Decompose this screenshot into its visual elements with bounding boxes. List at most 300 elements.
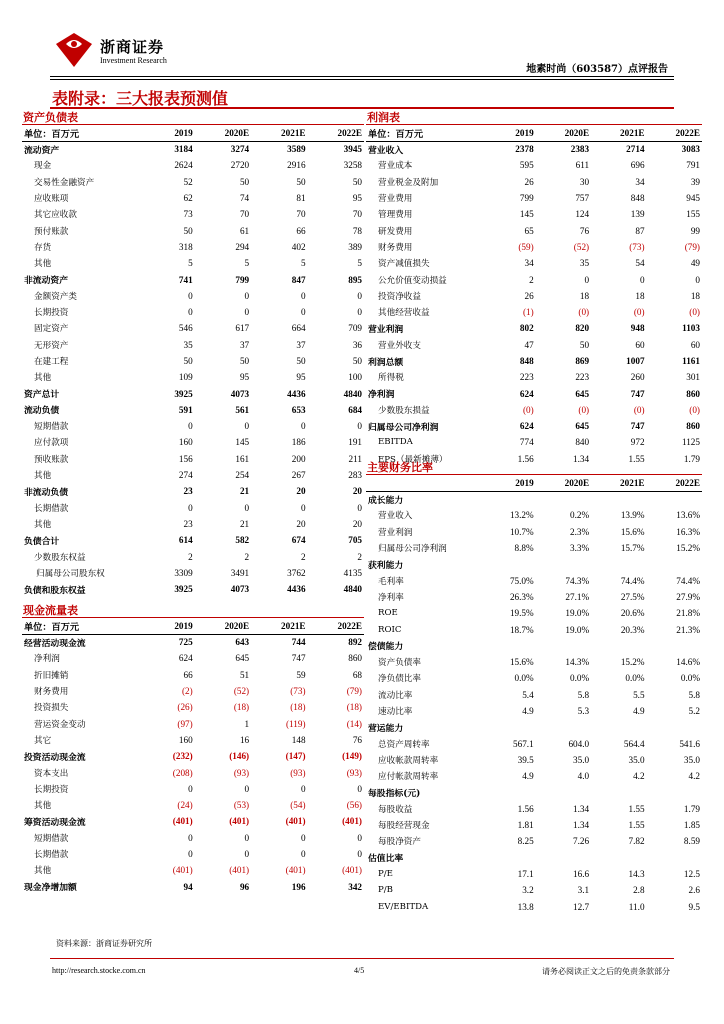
row-label: 归属母公司净利润 xyxy=(368,422,439,433)
cell-value: 160 xyxy=(178,437,193,448)
row-label: ROE xyxy=(378,608,398,619)
table-row xyxy=(366,866,702,882)
cell-value: 5.5 xyxy=(633,689,645,700)
cell-value: (401) xyxy=(172,865,193,876)
cell-value: 591 xyxy=(178,404,193,415)
row-label: 其他 xyxy=(34,519,52,530)
cell-value: 869 xyxy=(575,356,590,366)
cell-value: (93) xyxy=(346,767,362,778)
cell-value: 19.0% xyxy=(565,608,590,619)
cell-value: 15.2% xyxy=(676,543,700,554)
row-label: 每股经营现金 xyxy=(378,821,430,832)
cell-value: 9.5 xyxy=(688,901,700,912)
cell-value: 17.1 xyxy=(517,868,534,879)
cell-value: 1.85 xyxy=(683,820,700,831)
cell-value: (0) xyxy=(689,307,700,318)
table-row xyxy=(366,605,702,621)
cell-value: 54 xyxy=(635,258,645,269)
cell-value: 66 xyxy=(183,669,193,680)
cell-value: (401) xyxy=(342,816,362,827)
cell-value: 50 xyxy=(296,176,306,187)
row-label: 在建工程 xyxy=(34,357,69,367)
table-row xyxy=(366,141,702,157)
cell-value: 0 xyxy=(188,502,193,513)
cell-value: 2.3% xyxy=(569,526,590,537)
table-row xyxy=(366,850,702,866)
row-label: 资产总计 xyxy=(24,390,60,401)
cell-value: 13.8 xyxy=(517,901,534,912)
year-header: 2021E xyxy=(251,125,307,141)
table-row xyxy=(22,157,364,173)
cell-value: 15.6% xyxy=(509,657,534,668)
cell-value: 50 xyxy=(183,356,193,366)
row-label: P/E xyxy=(378,868,393,879)
table-row xyxy=(22,699,364,715)
row-label: 现金 xyxy=(34,161,52,172)
row-label: 每股指标(元) xyxy=(368,788,421,799)
cell-value: (73) xyxy=(629,241,645,252)
row-label: 其他 xyxy=(34,801,52,812)
table-row xyxy=(366,288,702,304)
cell-value: 148 xyxy=(291,734,306,745)
cell-value xyxy=(536,491,591,507)
table-row xyxy=(22,862,364,878)
row-label: ROIC xyxy=(378,624,402,635)
table-row xyxy=(366,271,702,287)
cell-value: 27.1% xyxy=(565,591,590,602)
cell-value xyxy=(480,556,535,572)
cell-value: 1.79 xyxy=(683,803,700,814)
cell-value: 223 xyxy=(519,372,534,383)
cell-value: 614 xyxy=(178,535,193,546)
cell-value: 4073 xyxy=(230,584,250,595)
table-row xyxy=(366,556,702,572)
row-label: 其它 xyxy=(34,735,52,746)
cell-value: 16 xyxy=(239,734,250,745)
cell-value: 402 xyxy=(291,241,306,252)
cell-value: 37 xyxy=(296,339,306,350)
cell-value: 70 xyxy=(296,209,306,220)
cell-value: 99 xyxy=(690,225,700,236)
cell-value: 0.0% xyxy=(514,673,534,684)
cell-value: 47 xyxy=(524,339,534,350)
cell-value: 100 xyxy=(348,372,362,383)
year-header: 2020E xyxy=(536,125,591,141)
cell-value: 705 xyxy=(348,535,362,546)
cell-value: 15.6% xyxy=(620,526,645,537)
table-row xyxy=(22,715,364,731)
unit-header: 单位：百万元 xyxy=(22,618,138,634)
cell-value: 27.5% xyxy=(620,591,645,602)
cell-value: 73 xyxy=(183,209,193,220)
cell-value: 0 xyxy=(300,502,306,513)
cell-value: 59 xyxy=(296,669,306,680)
year-header: 2022E xyxy=(308,125,364,141)
cell-value: 0 xyxy=(300,421,306,432)
year-header: 2022E xyxy=(647,125,702,141)
cell-value: 13.9% xyxy=(620,510,645,521)
cell-value: 34 xyxy=(635,176,645,187)
cell-value: 211 xyxy=(348,453,362,464)
table-row xyxy=(366,255,702,271)
cell-value: 223 xyxy=(575,372,590,383)
cell-value: 0.2% xyxy=(569,510,590,521)
cell-value: 582 xyxy=(235,535,250,546)
cell-value: 74 xyxy=(239,193,250,204)
cell-value: 3925 xyxy=(174,584,193,595)
row-label: EV/EBITDA xyxy=(378,901,429,912)
cell-value: 3083 xyxy=(681,144,700,155)
cell-value: 0 xyxy=(300,849,306,859)
row-label: 非流动资产 xyxy=(24,276,68,287)
cell-value: (401) xyxy=(172,816,193,827)
cell-value: 860 xyxy=(686,388,700,399)
table-row xyxy=(366,833,702,849)
cell-value: 139 xyxy=(630,209,645,220)
cell-value: 0 xyxy=(357,421,362,432)
cell-value: 21.3% xyxy=(676,624,700,635)
cell-value: 1.34 xyxy=(573,453,590,464)
cell-value: 155 xyxy=(686,209,700,220)
cell-value: 65 xyxy=(524,225,534,236)
cell-value: 4135 xyxy=(343,567,362,578)
row-label: 营业收入 xyxy=(368,145,404,156)
brand-name-en: Investment Research xyxy=(100,56,167,65)
cell-value: 0 xyxy=(695,274,700,285)
cell-value: 95 xyxy=(239,372,250,383)
cell-value: 301 xyxy=(686,372,700,383)
cell-value: 18 xyxy=(690,290,700,301)
row-label: 流动负债 xyxy=(24,406,60,417)
cell-value: 260 xyxy=(630,372,645,383)
row-label: 营业利润 xyxy=(368,324,404,335)
cell-value: 196 xyxy=(291,881,306,892)
cell-value: 624 xyxy=(178,653,193,664)
cell-value: (0) xyxy=(578,307,590,318)
table-row xyxy=(366,239,702,255)
row-label: 净利率 xyxy=(378,592,404,603)
cell-value: 2624 xyxy=(174,160,193,171)
cell-value: 5.8 xyxy=(688,689,700,700)
cell-value xyxy=(647,850,702,866)
table-row xyxy=(22,255,364,271)
cell-value: 30 xyxy=(579,176,590,187)
cell-value: 50 xyxy=(183,225,193,236)
cell-value: 10.7% xyxy=(509,526,534,537)
table-row xyxy=(366,735,702,751)
section-title: 利润表 xyxy=(366,111,702,125)
cell-value: 95 xyxy=(352,193,362,204)
cell-value: 4073 xyxy=(230,388,250,399)
cell-value: 1.34 xyxy=(573,820,590,831)
cell-value: 2.8 xyxy=(633,885,645,896)
unit-header: 单位：百万元 xyxy=(366,125,480,141)
cell-value: 2 xyxy=(244,551,250,562)
cell-value: 1.56 xyxy=(517,453,534,464)
table-row xyxy=(22,288,364,304)
cell-value: 96 xyxy=(239,881,250,892)
cell-value: 0 xyxy=(244,849,250,859)
cell-value: 8.8% xyxy=(514,543,534,554)
table-row xyxy=(22,813,364,829)
cell-value: 617 xyxy=(235,323,250,334)
cell-value xyxy=(480,784,535,800)
cell-value: 2.6 xyxy=(688,885,700,896)
cell-value: 645 xyxy=(575,388,590,399)
cell-value: 95 xyxy=(296,372,306,383)
table-row xyxy=(366,524,702,540)
cell-value: (59) xyxy=(518,241,534,252)
cell-value: 50 xyxy=(239,356,250,366)
cell-value: 4.9 xyxy=(522,706,534,716)
cell-value: (401) xyxy=(285,865,306,876)
cell-value: 50 xyxy=(239,176,250,187)
table-header-row xyxy=(366,125,702,141)
row-label: 偿债能力 xyxy=(368,642,404,653)
table-row xyxy=(22,581,364,597)
cell-value: 1103 xyxy=(682,323,700,334)
row-label: 净利润 xyxy=(368,390,395,401)
cell-value: 3.2 xyxy=(522,885,534,896)
cell-value: 567.1 xyxy=(513,738,534,749)
cell-value: 34 xyxy=(524,258,534,269)
row-label: 短期借款 xyxy=(34,833,69,844)
row-label: 净负债比率 xyxy=(378,674,421,685)
row-label: 财务费用 xyxy=(34,687,69,698)
cell-value: 4.2 xyxy=(688,771,700,782)
cell-value: (18) xyxy=(346,702,362,713)
cell-value: (0) xyxy=(633,404,645,415)
cell-value: 747 xyxy=(630,388,645,399)
cell-value: 4840 xyxy=(343,388,362,399)
row-label: 应付帐款周转率 xyxy=(378,772,439,783)
cell-value: 200 xyxy=(291,453,306,464)
cell-value xyxy=(591,638,646,654)
cell-value xyxy=(591,850,646,866)
year-header: 2019 xyxy=(138,125,194,141)
cell-value: 35 xyxy=(183,339,193,350)
section-title: 资产负债表 xyxy=(22,111,364,125)
cell-value: 1007 xyxy=(626,356,645,366)
cell-value: 847 xyxy=(291,274,306,285)
cell-value: 15.7% xyxy=(620,543,645,554)
table-row xyxy=(366,337,702,353)
row-label: 长期投资 xyxy=(34,784,69,795)
cell-value: 0 xyxy=(357,849,362,859)
table-row xyxy=(366,817,702,833)
table-row xyxy=(366,402,702,418)
footer-link[interactable]: http://research.stocke.com.cn xyxy=(52,966,146,975)
cell-value: 0 xyxy=(244,290,250,301)
table-row xyxy=(366,304,702,320)
table-row xyxy=(366,703,702,719)
cell-value: 1.55 xyxy=(628,803,645,814)
year-header: 2021E xyxy=(591,125,646,141)
table-row xyxy=(22,667,364,683)
table-row xyxy=(22,830,364,846)
row-label: 估值比率 xyxy=(368,854,404,865)
cashflow-panel xyxy=(22,604,364,895)
cell-value: (0) xyxy=(578,404,590,415)
cell-value: 0 xyxy=(188,421,193,432)
cell-value: 643 xyxy=(235,637,250,648)
header-rule xyxy=(50,76,674,80)
cell-value: 0 xyxy=(584,274,590,285)
table-row xyxy=(22,650,364,666)
row-label: 速动比率 xyxy=(378,707,413,717)
cell-value: 124 xyxy=(575,209,590,220)
cell-value: 145 xyxy=(519,209,534,220)
table-row xyxy=(22,353,364,369)
cell-value: 0 xyxy=(357,290,362,301)
title-rule xyxy=(50,107,674,109)
table-row xyxy=(366,670,702,686)
cell-value: 541.6 xyxy=(679,738,700,749)
cell-value: 16.3% xyxy=(676,526,700,537)
cell-value: 546 xyxy=(178,323,193,334)
cell-value: 35.0 xyxy=(628,754,645,765)
cell-value: 624 xyxy=(519,421,534,432)
table-row xyxy=(366,621,702,637)
cell-value: (2) xyxy=(181,686,193,697)
cell-value: 564.4 xyxy=(623,738,645,749)
cell-value: 653 xyxy=(291,404,306,415)
cell-value: (24) xyxy=(177,800,193,811)
cell-value: 26 xyxy=(524,290,534,301)
table-row xyxy=(22,434,364,450)
cell-value: 0 xyxy=(188,307,193,318)
row-label: 经营活动现金流 xyxy=(24,638,86,649)
cell-value xyxy=(591,556,646,572)
cell-value: 14.3 xyxy=(628,868,645,879)
cell-value: (93) xyxy=(290,767,306,778)
cell-value: 66 xyxy=(296,225,306,236)
row-label: 其它应收款 xyxy=(34,210,77,221)
cell-value: 3258 xyxy=(343,160,362,171)
row-label: 营业外收支 xyxy=(378,340,421,351)
cell-value: (401) xyxy=(229,816,250,827)
section-title: 主要财务比率 xyxy=(366,461,702,475)
cell-value xyxy=(647,719,702,735)
cell-value: 840 xyxy=(575,437,590,448)
cell-value: 0 xyxy=(357,307,362,318)
cell-value: 156 xyxy=(178,453,193,464)
cell-value: 791 xyxy=(686,160,700,171)
disclaimer: 请务必阅读正文之后的免责条款部分 xyxy=(542,967,670,976)
row-label: 营业税金及附加 xyxy=(378,177,439,188)
cell-value: 3.1 xyxy=(577,885,590,896)
cell-value: 70 xyxy=(352,209,362,220)
table-row xyxy=(22,418,364,434)
cell-value: 595 xyxy=(519,160,534,171)
cell-value xyxy=(647,638,702,654)
cell-value: 5.8 xyxy=(577,689,590,700)
row-label: P/B xyxy=(378,885,393,896)
ratios-panel xyxy=(366,461,702,915)
table-row xyxy=(22,190,364,206)
balance-sheet-panel xyxy=(22,111,364,597)
row-label: 投资损失 xyxy=(34,703,69,714)
cell-value: 0 xyxy=(244,832,250,843)
table-row xyxy=(366,353,702,369)
cell-value: 23 xyxy=(183,486,193,497)
cell-value xyxy=(647,556,702,572)
table-row xyxy=(366,385,702,401)
unit-header xyxy=(366,475,480,491)
row-label: 资产负债率 xyxy=(378,658,421,669)
cell-value: 26.3% xyxy=(509,591,534,602)
cell-value: 802 xyxy=(519,323,534,334)
table-row xyxy=(366,719,702,735)
cell-value: (18) xyxy=(290,702,306,713)
cell-value: 2 xyxy=(357,551,362,562)
row-label: 流动比率 xyxy=(378,690,413,701)
table-row xyxy=(22,320,364,336)
cell-value: 848 xyxy=(630,193,645,204)
cell-value: (73) xyxy=(290,686,306,697)
row-label: 长期借款 xyxy=(34,503,69,514)
table-row xyxy=(22,304,364,320)
cell-value: (79) xyxy=(684,241,700,252)
cell-value xyxy=(591,719,646,735)
cell-value xyxy=(647,784,702,800)
row-label: 筹资活动现金流 xyxy=(24,817,86,828)
cell-value: 14.3% xyxy=(565,657,590,668)
table-row xyxy=(22,337,364,353)
table-row xyxy=(366,882,702,898)
cell-value: 2 xyxy=(300,551,306,562)
cell-value: 4840 xyxy=(343,584,362,595)
table-row xyxy=(22,141,364,157)
cell-value: 0 xyxy=(357,783,362,794)
row-label: 成长能力 xyxy=(368,495,404,506)
table-row xyxy=(366,222,702,238)
cell-value: 21 xyxy=(239,518,250,529)
cell-value: 757 xyxy=(575,193,590,204)
cell-value: (52) xyxy=(573,241,590,252)
cell-value: 4436 xyxy=(287,584,306,595)
source-note: 资料来源：浙商证券研究所 xyxy=(56,939,152,948)
cell-value: 0 xyxy=(300,290,306,301)
cell-value: 0 xyxy=(244,421,250,432)
cell-value: 611 xyxy=(575,160,590,171)
table-row xyxy=(22,483,364,499)
cell-value: 294 xyxy=(235,241,250,252)
table-row xyxy=(366,801,702,817)
cell-value: 820 xyxy=(575,323,590,334)
page-title: 表附录：三大报表预测值 xyxy=(52,89,229,108)
cell-value: 13.6% xyxy=(676,510,700,521)
cell-value: 645 xyxy=(235,653,250,664)
cell-value: 51 xyxy=(239,669,250,680)
cell-value xyxy=(480,638,535,654)
cell-value: (208) xyxy=(172,767,193,778)
unit-header: 单位：百万元 xyxy=(22,125,138,141)
cell-value: 87 xyxy=(635,225,645,236)
table-row xyxy=(366,434,702,450)
cell-value: 848 xyxy=(519,356,534,366)
table-row xyxy=(22,683,364,699)
cell-value: 0.0% xyxy=(569,673,590,684)
cell-value: 664 xyxy=(291,323,306,334)
cell-value: 684 xyxy=(348,404,362,415)
table-row xyxy=(366,784,702,800)
cell-value: (93) xyxy=(233,767,250,778)
cell-value xyxy=(647,491,702,507)
cell-value: (18) xyxy=(233,702,250,713)
cell-value: 20.6% xyxy=(620,608,645,619)
table-row xyxy=(366,572,702,588)
